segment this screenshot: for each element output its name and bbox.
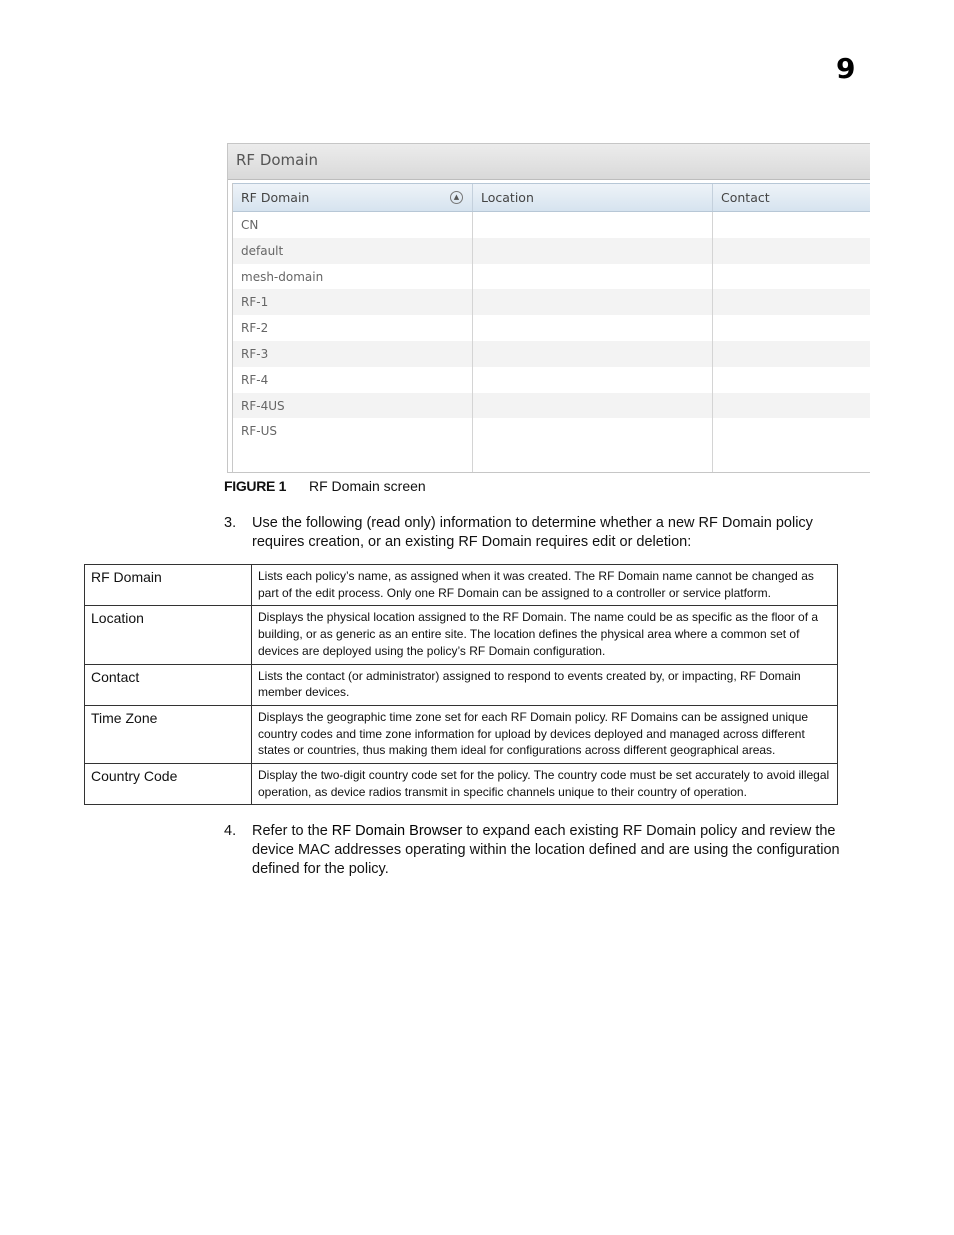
location-cell (473, 264, 713, 290)
field-description-table (84, 564, 838, 805)
location-cell (473, 418, 713, 444)
table-row (85, 705, 838, 763)
table-row (85, 606, 838, 664)
column-header-rf-domain[interactable]: RF Domain ▲ (233, 184, 473, 211)
table-row[interactable] (233, 289, 870, 315)
table-row (85, 764, 838, 805)
contact-cell (713, 315, 870, 341)
field-description: Lists each policy’s name, as assigned when it was created. The RF Domain name cannot be changed as part of the edit process. Only one RF Domain can be assigned to a controller or service platform. (252, 565, 838, 606)
field-name: Country Code (85, 764, 252, 805)
rf-domain-grid (232, 183, 870, 472)
field-description: Displays the geographic time zone set for each RF Domain policy. RF Domains can be assigned unique country codes and time zone information for upload by devices deployed and managed across different states or countries, thus making them ideal for configurations across different geographical areas. (252, 705, 838, 763)
contact-cell (713, 264, 870, 290)
rf-domain-browser-reference: RF Domain Browser (331, 823, 463, 839)
location-cell (473, 212, 713, 238)
figure-label: FIGURE 1 (224, 478, 287, 494)
chapter-number: 9 (836, 52, 856, 85)
step-number: 3. (224, 515, 237, 531)
contact-cell (713, 238, 870, 264)
step-3 (224, 514, 864, 552)
location-cell (473, 289, 713, 315)
grid-body (233, 212, 870, 473)
empty-row-area (233, 444, 870, 473)
grid-header (233, 183, 870, 212)
rf-domain-cell: default (233, 238, 473, 264)
step-number: 4. (224, 823, 237, 839)
field-description: Lists the contact (or administrator) assigned to respond to events created by, or impacting, RF Domain member devices. (252, 664, 838, 705)
step-text: Use the following (read only) information to determine whether a new RF Domain policy requires creation, or an existing RF Domain requires edit or deletion: (252, 515, 813, 550)
step-4 (224, 822, 864, 879)
location-cell (473, 367, 713, 393)
figure-title: RF Domain screen (309, 478, 426, 494)
column-header-contact[interactable]: Contact (721, 190, 770, 205)
table-row[interactable] (233, 341, 870, 367)
rf-domain-cell: RF-1 (233, 289, 473, 315)
contact-cell (713, 393, 870, 419)
figure-caption (224, 478, 426, 494)
location-cell (473, 341, 713, 367)
table-row[interactable] (233, 418, 870, 444)
location-cell (473, 238, 713, 264)
column-header-location[interactable]: Location (473, 184, 713, 211)
table-row[interactable] (233, 238, 870, 264)
table-row (85, 565, 838, 606)
table-row (85, 664, 838, 705)
table-row[interactable] (233, 212, 870, 238)
field-description: Display the two-digit country code set for the policy. The country code must be set accurately to avoid illegal operation, as device radios transmit in specific channels unique to their country of operation. (252, 764, 838, 805)
field-name: Time Zone (85, 705, 252, 763)
contact-cell (713, 367, 870, 393)
field-name: Location (85, 606, 252, 664)
rf-domain-screenshot (227, 143, 870, 473)
table-row[interactable] (233, 393, 870, 419)
table-row[interactable] (233, 264, 870, 290)
field-name: RF Domain (85, 565, 252, 606)
sort-ascending-icon[interactable]: ▲ (450, 191, 463, 204)
field-description: Displays the physical location assigned to the RF Domain. The name could be as specific as the floor of a building, or as generic as an entire site. The location defines the physical area where a common set of devices are deployed using the policy’s RF Domain configuration. (252, 606, 838, 664)
contact-cell (713, 212, 870, 238)
table-row[interactable] (233, 367, 870, 393)
screen-title: RF Domain (228, 144, 870, 180)
field-name: Contact (85, 664, 252, 705)
location-cell (473, 315, 713, 341)
rf-domain-cell: RF-4US (233, 393, 473, 419)
location-cell (473, 393, 713, 419)
rf-domain-cell: RF-3 (233, 341, 473, 367)
rf-domain-cell: RF-4 (233, 367, 473, 393)
table-row[interactable] (233, 315, 870, 341)
contact-cell (713, 341, 870, 367)
contact-cell (713, 418, 870, 444)
rf-domain-cell: RF-2 (233, 315, 473, 341)
rf-domain-cell: CN (233, 212, 473, 238)
contact-cell (713, 289, 870, 315)
rf-domain-cell: RF-US (233, 418, 473, 444)
rf-domain-cell: mesh-domain (233, 264, 473, 290)
step-text: Refer to the RF Domain Browser to expand each existing RF Domain policy and review the device MAC addresses operating within the location defined and are using the configuration defined for the policy. (252, 823, 840, 877)
